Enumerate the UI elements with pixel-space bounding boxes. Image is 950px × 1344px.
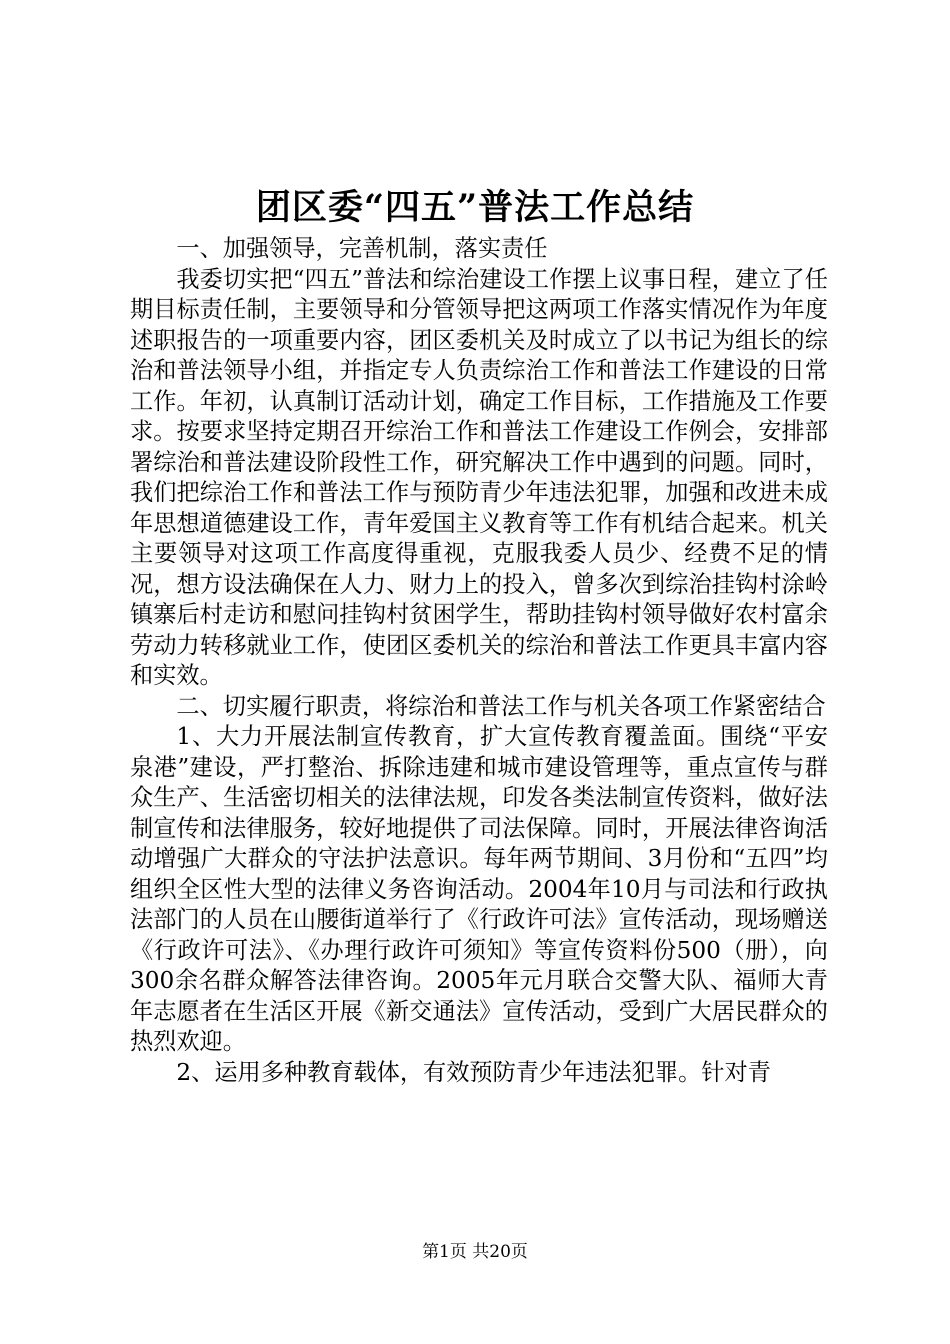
document-title: 团区委“四五”普法工作总结 bbox=[255, 187, 695, 228]
paragraph: 1、大力开展法制宣传教育，扩大宣传教育覆盖面。围绕“平安泉港”建设，严打整治、拆除违建和城市建设管理等，重点宣传与群众生产、生活密切相关的法律法规，印发各类法制宣传资料，做好法制宣传和法律服务，较好地提供了司法保障。同时，开展法律咨询活动增强广大群众的守法护法意识。每年两节期间、3月份和“五四”均组织全区性大型的法律义务咨询活动。2004年10月与司法和行政执法部门的人员在山腰街道举行了《行政许可法》宣传活动，现场赠送《行政许可法》、《办理行政许可须知》等宣传资料份500（册），向300余名群众解答法律咨询。2005年元月联合交警大队、福师大青年志愿者在生活区开展《新交通法》宣传活动，受到广大居民群众的热烈欢迎。 bbox=[130, 723, 828, 1055]
section-heading-2: 二、切实履行职责，将综治和普法工作与机关各项工作紧密结合 bbox=[176, 692, 826, 720]
document-body bbox=[130, 234, 828, 1088]
paragraph: 我委切实把“四五”普法和综治建设工作摆上议事日程，建立了任期目标责任制，主要领导和分管领导把这两项工作落实情况作为年度述职报告的一项重要内容，团区委机关及时成立了以书记为组长的综治和普法领导小组，并指定专人负责综治工作和普法工作建设的日常工作。年初，认真制订活动计划，确定工作目标，工作措施及工作要求。按要求坚持定期召开综治工作和普法工作建设工作例会，安排部署综治和普法建设阶段性工作，研究解决工作中遇到的问题。同时，我们把综治工作和普法工作与预防青少年违法犯罪，加强和改进未成年思想道德建设工作，青年爱国主义教育等工作有机结合起来。机关主要领导对这项工作高度得重视，克服我委人员少、经费不足的情况，想方设法确保在人力、财力上的投入，曾多次到综治挂钩村涂岭镇寨后村走访和慰问挂钩村贫困学生，帮助挂钩村领导做好农村富余劳动力转移就业工作，使团区委机关的综治和普法工作更具丰富内容和实效。 bbox=[130, 265, 828, 689]
paragraph: 2、运用多种教育载体，有效预防青少年违法犯罪。针对青 bbox=[176, 1058, 771, 1086]
section-heading-1: 一、加强领导，完善机制，落实责任 bbox=[176, 235, 548, 262]
page-footer: 第1页 共20页 bbox=[422, 1242, 528, 1262]
